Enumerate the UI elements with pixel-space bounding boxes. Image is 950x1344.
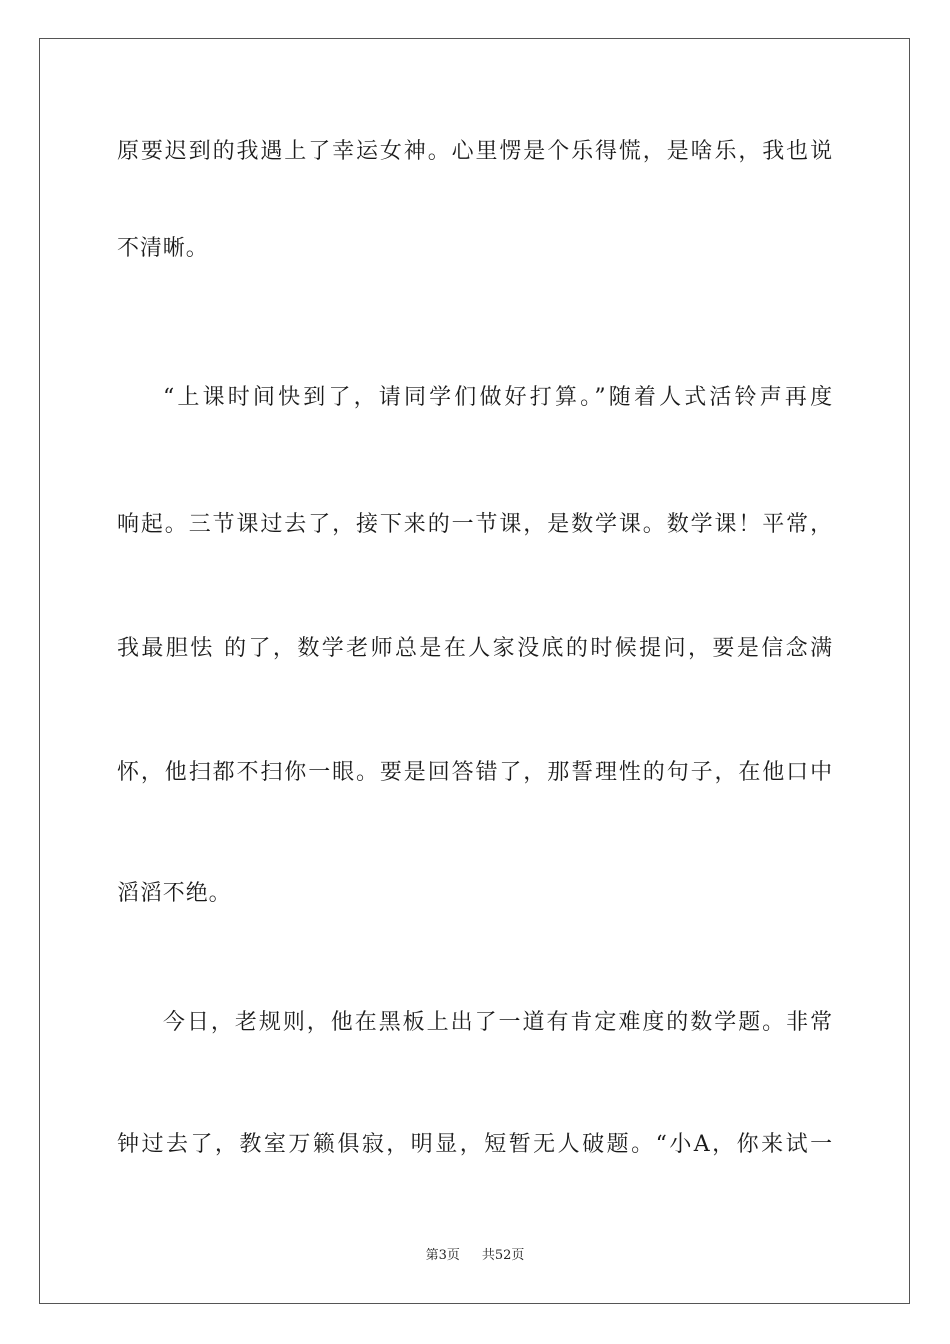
text-line-7: 滔滔不绝。 [117, 881, 232, 906]
text-line-4: 响起。三节课过去了，接下来的一节课，是数学课。数学课！平常， [117, 512, 833, 537]
text-line-9: 钟过去了，教室万籁俱寂，明显，短暂无人破题。“小A，你来试一 [117, 1132, 833, 1157]
text-line-2: 不清晰。 [117, 236, 209, 261]
page-number: 第3页 [425, 1248, 460, 1263]
text-line-6: 怀，他扫都不扫你一眼。要是回答错了，那誓理性的句子，在他口中 [117, 760, 833, 785]
page-total: 共52页 [481, 1248, 525, 1263]
page-border [39, 38, 910, 1304]
text-line-5: 我最胆怯 的了，数学老师总是在人家没底的时候提问，要是信念满 [117, 636, 833, 661]
text-line-1: 原要迟到的我遇上了幸运女神。心里愣是个乐得慌，是啥乐，我也说 [117, 139, 833, 164]
text-line-8: 今日，老规则，他在黑板上出了一道有肯定难度的数学题。非常 [163, 1010, 833, 1035]
page-footer [0, 1247, 950, 1265]
text-line-3: “上课时间快到了，请同学们做好打算。”随着人式活铃声再度 [163, 385, 833, 410]
